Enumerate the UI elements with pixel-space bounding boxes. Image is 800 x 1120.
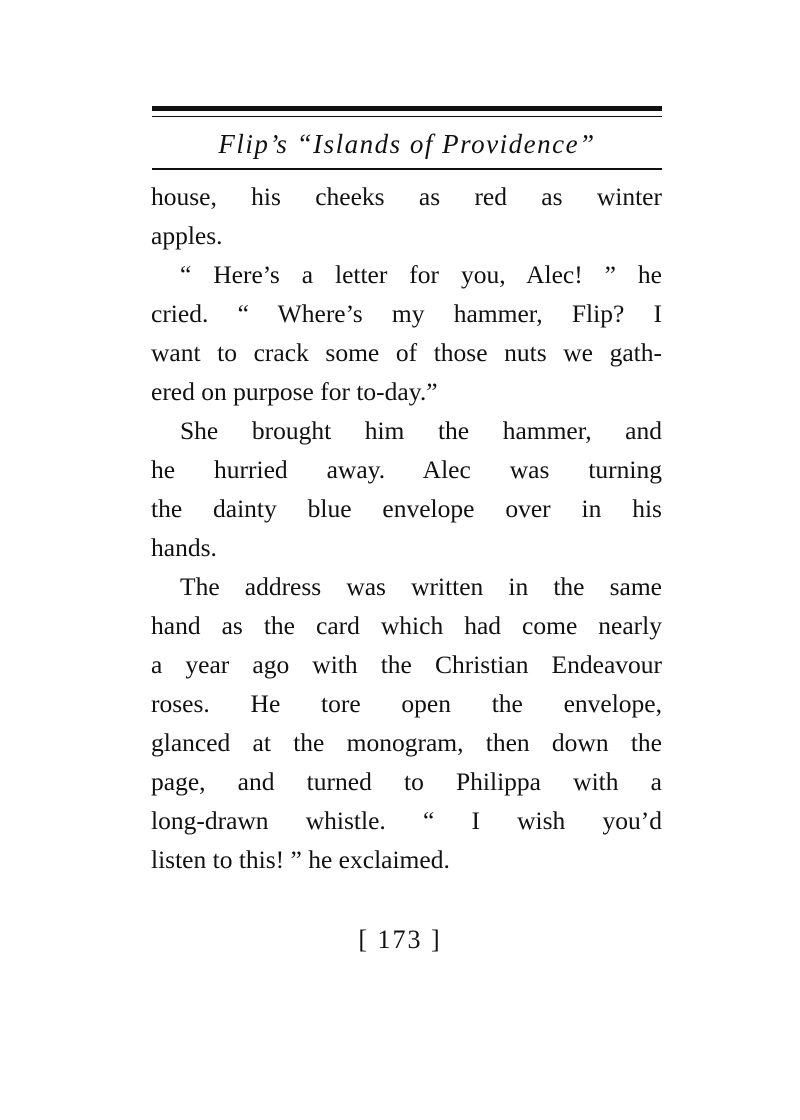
text-line: the dainty blue envelope over in his [151,494,662,523]
text-line: listen to this! ” he exclaimed. [151,845,450,874]
text-line: he hurried away. Alec was turning [151,455,662,484]
text-line: page, and turned to Philippa with a [151,767,662,796]
text-line: hands. [151,533,217,562]
page-number: [ 173 ] [358,925,442,954]
text-line: The address was written in the same [180,572,662,601]
text-line: She brought him the hammer, and [180,416,662,445]
text-line: hand as the card which had come nearly [151,611,662,640]
header-rule-bottom [152,168,662,170]
text-line: “ Here’s a letter for you, Alec! ” he [180,260,662,289]
text-line: cried. “ Where’s my hammer, Flip? I [151,299,662,328]
text-line: house, his cheeks as red as winter [151,182,662,211]
running-head-title: Flip’s “Islands of Providence” [218,129,596,159]
text-line: apples. [151,221,223,250]
header-rule-thin [152,116,662,117]
header-rule-thick [152,106,662,111]
text-line: ered on purpose for to-day.” [151,377,438,406]
text-line: long-drawn whistle. “ I wish you’d [151,806,662,835]
text-line: glanced at the monogram, then down the [151,728,662,757]
text-line: roses. He tore open the envelope, [151,689,662,718]
text-line: a year ago with the Christian Endeavour [151,650,662,679]
text-line: want to crack some of those nuts we gath- [151,338,662,367]
body-text [151,177,662,879]
